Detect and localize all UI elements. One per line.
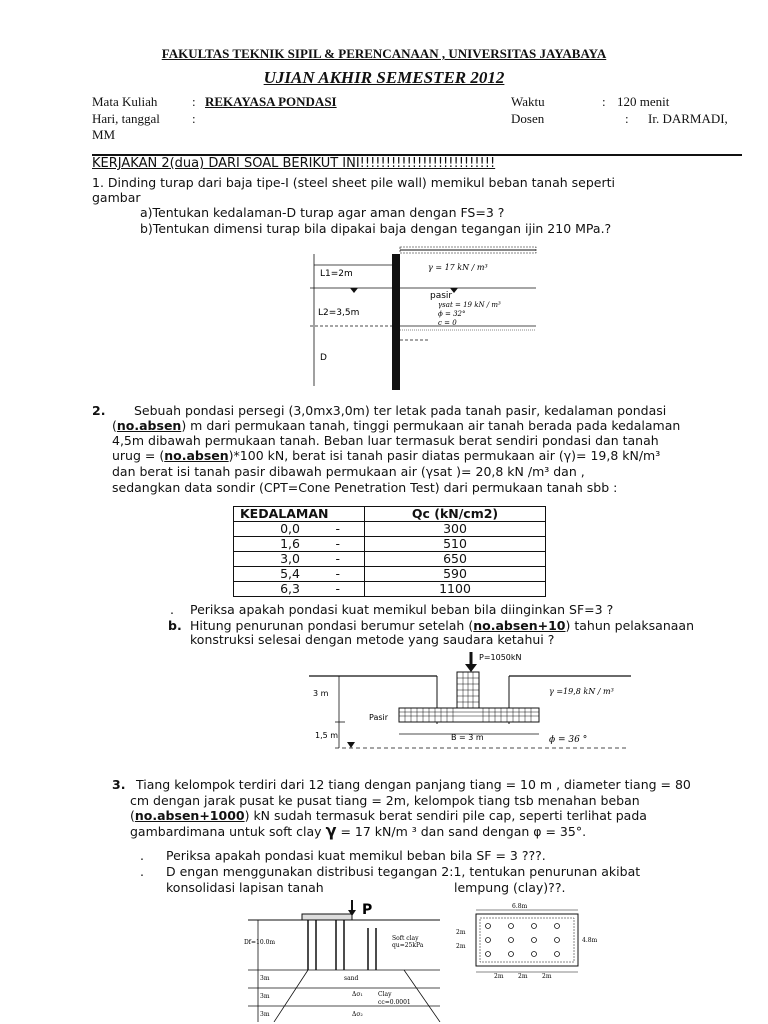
fig1-gsat: γsat = 19 kN / m³ (438, 301, 501, 309)
q3-line-3: (no.absen+1000) kN sudah termasuk berat sendiri pile cap, seperti terlihat pada (130, 808, 647, 823)
qc-cell: 1100 (365, 582, 546, 597)
lecturer-label: Dosen (511, 111, 545, 126)
q2-part-b-2: konstruksi selesai dengan metode yang saudara ketahui ? (190, 632, 555, 647)
q2-line-4: urug = (no.absen)*100 kN, berat isi tanah pasir diatas permukaan air (γ)= 19,8 kN/m³ (112, 448, 661, 463)
fig1-gamma: γ = 17 kN / m³ (428, 263, 488, 272)
q2-line-5: dan berat isi tanah pasir dibawah permukaan air (γsat )= 20,8 kN /m³ dan , (112, 464, 585, 479)
fig1-l1: L1=2m (320, 269, 353, 279)
fig2-gamma: γ =19,8 kN / m³ (549, 687, 614, 696)
fig2-h2: 1,5 m (315, 731, 339, 740)
depth-cell: 1,6 - (234, 537, 365, 552)
fig3-load: P (362, 902, 373, 918)
table-row (234, 567, 546, 582)
colon: : (602, 94, 606, 109)
fig2-width: B = 3 m (451, 733, 484, 742)
fig3-h3c: 3m (260, 1011, 270, 1018)
q3-b-mark: . (140, 864, 144, 879)
sheet-pile (392, 254, 400, 390)
q3-line-2: cm dengan jarak pusat ke pusat tiang = 2m, kelompok tiang tsb menahan beban (130, 793, 640, 808)
fig1-d: D (320, 353, 327, 363)
depth-cell: 3,0 - (234, 552, 365, 567)
q3-part-b-2: konsolidasi lapisan tanah (166, 880, 324, 895)
qc-cell: 650 (365, 552, 546, 567)
colon: : (625, 111, 629, 126)
q2-part-a: Periksa apakah pondasi kuat memikul beban bila diinginkan SF=3 ? (190, 602, 614, 617)
exam-title: UJIAN AKHIR SEMESTER 2012 (263, 68, 505, 87)
fig2-h1: 3 m (313, 689, 329, 698)
fig2-pasir: Pasir (369, 713, 389, 722)
time-label: Waktu (511, 94, 545, 109)
fig3b-width: 6.8m (512, 903, 528, 910)
fig3-df: Df=10.0m (244, 939, 276, 946)
qc-cell: 590 (365, 567, 546, 582)
q1-sheet-pile-figure (300, 244, 540, 392)
fig3b-height: 4.8m (582, 937, 598, 944)
table-row (234, 582, 546, 597)
fig3-cc: cc=0.0001 (378, 999, 411, 1006)
fig3-sig2: Δσ₂ (352, 1011, 363, 1018)
fig3b-s1: 2m (456, 929, 466, 936)
q3-line-1: Tiang kelompok terdiri dari 12 tiang dengan panjang tiang = 10 m , diameter tiang = 80 (136, 777, 691, 792)
fig3-sand: sand (344, 975, 359, 982)
colon: : (192, 111, 196, 126)
fig1-phi: ϕ = 32° (438, 310, 466, 318)
instruction: KERJAKAN 2(dua) DARI SOAL BERIKUT INI!!!!!!!!!!!!!!!!!!!!!!!!!! (92, 156, 496, 171)
q3-a-mark: . (140, 848, 144, 863)
q2-foundation-figure (305, 650, 635, 754)
table-row (234, 552, 546, 567)
fig1-c: c = 0 (438, 319, 457, 327)
course-value: REKAYASA PONDASI (205, 94, 337, 109)
q2-line-1: Sebuah pondasi persegi (3,0mx3,0m) ter letak pada tanah pasir, kedalaman pondasi (134, 403, 667, 418)
fig1-pasir: pasir (430, 291, 453, 301)
lecturer-value: Ir. DARMADI, (648, 111, 728, 126)
q3-part-b-3: lempung (clay)??. (454, 880, 566, 895)
fig2-load: P=1050kN (479, 653, 522, 662)
date-label: Hari, tanggal (92, 111, 160, 126)
sondir-table (233, 506, 546, 597)
course-label: Mata Kuliah (92, 94, 158, 109)
q2-part-b-1: Hitung penurunan pondasi berumur setelah (no.absen+10) tahun pelaksanaan (190, 618, 695, 633)
lecturer-value-cont: MM (92, 127, 116, 142)
fig3b-s3: 2m (494, 973, 504, 980)
q2-line-3: 4,5m dibawah permukaan tanah. Beban luar termasuk berat sendiri pondasi dan tanah (112, 433, 659, 448)
q3-pile-plan-figure (456, 900, 606, 980)
header-qc: Qc (kN/cm2) (365, 507, 546, 522)
q2-b-mark: b. (168, 618, 182, 633)
header-kedalaman: KEDALAMAN (234, 507, 365, 522)
fig3b-s2: 2m (456, 943, 466, 950)
fig3-qu: qu=25kPa (392, 942, 424, 949)
table-header-row (234, 507, 546, 522)
table-row (234, 522, 546, 537)
q1-part-b: b)Tentukan dimensi turap bila dipakai baja dengan tegangan ijin 210 MPa.? (140, 221, 612, 236)
fig1-l2: L2=3,5m (318, 308, 360, 318)
fig3-clay: Clay (378, 991, 392, 998)
faculty-title: FAKULTAS TEKNIK SIPIL & PERENCANAAN , UNIVERSITAS JAYABAYA (161, 46, 607, 61)
q1-text-2: gambar (92, 190, 141, 205)
colon: : (192, 94, 196, 109)
time-value: 120 menit (617, 94, 670, 109)
q3-part-a: Periksa apakah pondasi kuat memikul beban bila SF = 3 ???. (166, 848, 546, 863)
q3-pile-section-figure (244, 898, 444, 1022)
fig3-h3b: 3m (260, 993, 270, 1000)
fig3-sig1: Δσ₁ (352, 991, 363, 998)
depth-cell: 6,3 - (234, 582, 365, 597)
fig3-softclay: Soft clay (392, 935, 419, 942)
q2-number: 2. (92, 403, 106, 418)
table-row (234, 537, 546, 552)
q3-number: 3. (112, 777, 126, 792)
q3-part-b-1: D engan menggunakan distribusi tegangan 2:1, tentukan penurunan akibat (166, 864, 641, 879)
depth-cell: 5,4 - (234, 567, 365, 582)
qc-cell: 300 (365, 522, 546, 537)
q1-text-1: 1. Dinding turap dari baja tipe-I (steel sheet pile wall) memikul beban tanah seperti (92, 175, 616, 190)
depth-cell: 0,0 - (234, 522, 365, 537)
q2-a-mark: . (170, 602, 174, 617)
q2-line-2: (no.absen) m dari permukaan tanah, tinggi permukaan air tanah berada pada kedalaman (112, 418, 681, 433)
fig3b-s4: 2m (518, 973, 528, 980)
q2-line-6: sedangkan data sondir (CPT=Cone Penetration Test) dari permukaan tanah sbb : (112, 480, 618, 495)
qc-cell: 510 (365, 537, 546, 552)
fig2-phi: ϕ = 36 ° (549, 735, 588, 745)
fig3b-s5: 2m (542, 973, 552, 980)
fig3-h3a: 3m (260, 975, 270, 982)
q3-line-4: gambardimana untuk soft clay γ = 17 kN/m ³ dan sand dengan φ = 35°. (130, 821, 587, 840)
q1-part-a: a)Tentukan kedalaman-D turap agar aman dengan FS=3 ? (140, 205, 505, 220)
